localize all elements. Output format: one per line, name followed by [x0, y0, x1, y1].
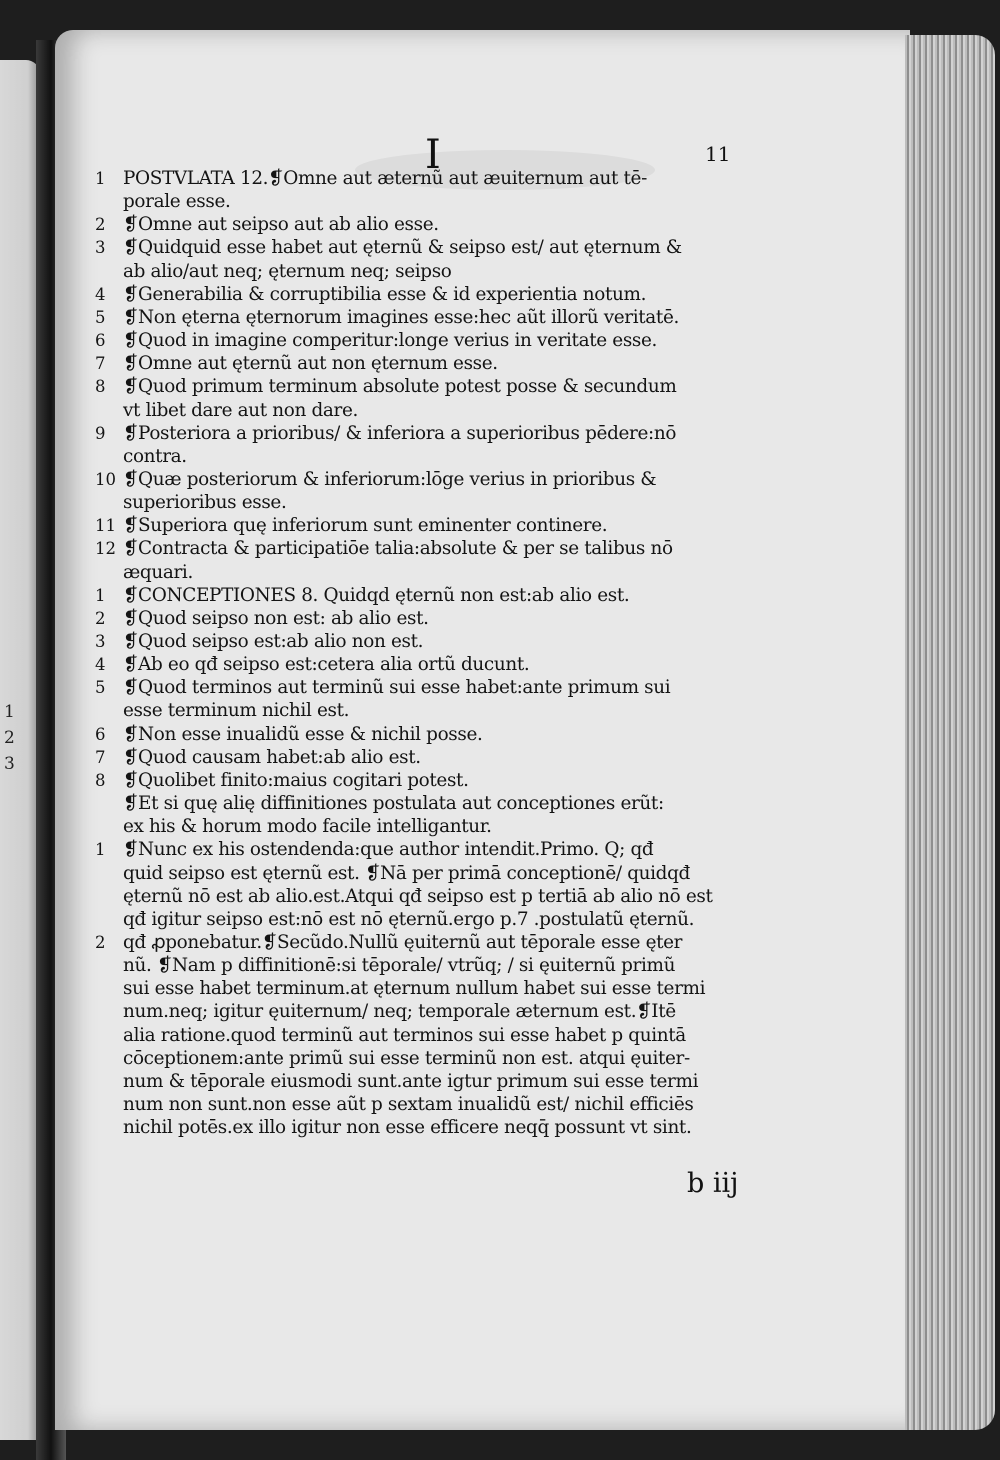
- text-line: POSTVLATA 12.❡Omne aut æternũ aut æuiternum aut tē-: [123, 168, 647, 189]
- text-line: num non sunt.non esse aũt p sextam inualidũ est/ nichil efficiēs: [123, 1094, 694, 1115]
- margin-number: 2: [95, 932, 106, 952]
- margin-number: 2: [95, 608, 106, 628]
- left-page-number: 1: [4, 702, 15, 722]
- text-line: quid seipso est ęternũ est. ❡Nā per primā conceptionē/ quidqđ: [123, 862, 690, 884]
- left-page-edge: [0, 60, 40, 1440]
- text-line: num & tēporale eiusmodi sunt.ante igtur primum sui esse termi: [123, 1070, 699, 1092]
- text-line: ❡Quod in imagine comperitur:longe verius in veritate esse.: [123, 330, 658, 352]
- margin-number: 3: [95, 632, 106, 651]
- text-line: vt libet dare aut non dare.: [123, 399, 358, 421]
- text-line: contra.: [123, 445, 187, 467]
- margin-number: 1: [95, 169, 106, 188]
- margin-number: 4: [95, 655, 106, 675]
- text-line: alia ratione.quod terminũ aut terminos sui esse habet p quintā: [123, 1024, 686, 1046]
- text-line: ❡Posteriora a prioribus/ & inferiora a superioribus pēdere:nō: [123, 422, 677, 444]
- text-line: ❡Contracta & participatiōe talia:absolute & per se talibus nō: [123, 538, 673, 560]
- text-line: porale esse.: [123, 191, 231, 213]
- folio-number: 11: [705, 142, 731, 166]
- text-line: ❡Generabilia & corruptibilia esse & id experientia notum.: [123, 283, 647, 305]
- left-page-number: 2: [4, 728, 15, 748]
- margin-number: 12: [95, 539, 116, 559]
- text-line: sui esse habet terminum.at ęternum nullum habet sui esse termi: [123, 978, 706, 1000]
- text-line: ❡Non esse inualidũ esse & nichil posse.: [123, 723, 483, 745]
- margin-number: 4: [95, 284, 106, 304]
- margin-number: 1: [95, 840, 106, 860]
- text-line: esse terminum nichil est.: [123, 700, 350, 722]
- text-line: ❡Quod primum terminum absolute potest posse & secundum: [123, 376, 677, 398]
- text-line: ❡Quolibet finito:maius cogitari potest.: [123, 769, 469, 791]
- text-line: ❡Superiora quę inferiorum sunt eminenter continere.: [123, 515, 608, 537]
- signature-mark: b iij: [687, 1168, 739, 1199]
- text-line: ❡Omne aut seipso aut ab alio esse.: [123, 214, 439, 236]
- text-line: num.neq; igitur ęuiternum/ neq; temporale æternum est.❡Itē: [123, 1001, 676, 1023]
- margin-number: 5: [95, 678, 106, 698]
- text-line: qđ ꝓponebatur.❡Secũdo.Nullũ ęuiternũ aut tēporale esse ęter: [123, 931, 683, 953]
- margin-number: 10: [95, 469, 116, 489]
- text-line: ❡CONCEPTIONES 8. Quidqd ęternũ non est:ab alio est.: [123, 584, 630, 606]
- margin-number: 6: [95, 331, 106, 351]
- text-line: ęternũ nō est ab alio.est.Atqui qđ seipso est p tertiā ab alio nō est: [123, 885, 713, 907]
- text-line: ❡Nunc ex his ostendenda:que author intendit.Primo. Q; qđ: [123, 839, 654, 861]
- margin-number: 7: [95, 747, 106, 767]
- text-line: ❡Ab eo qđ seipso est:cetera alia ortũ ducunt.: [123, 654, 530, 676]
- text-line: ❡Et si quę alię diffinitiones postulata aut conceptiones erũt:: [123, 793, 664, 815]
- text-line: ab alio/aut neq; ęternum neq; seipso: [123, 260, 452, 282]
- text-line: nũ. ❡Nam p diffinitionē:si tēporale/ vtrũq; / si ęuiternũ primũ: [123, 955, 676, 977]
- margin-number: 1: [95, 585, 106, 605]
- text-line: ❡Quod causam habet:ab alio est.: [123, 746, 421, 768]
- text-line: ❡Quod seipso est:ab alio non est.: [123, 631, 424, 652]
- margin-number: 11: [95, 516, 116, 536]
- text-line: ex his & horum modo facile intelligantur.: [123, 816, 492, 838]
- margin-number: 5: [95, 307, 106, 327]
- margin-number: 8: [95, 770, 106, 790]
- text-line: æquari.: [123, 561, 193, 583]
- text-line: ❡Quidquid esse habet aut ęternũ & seipso est/ aut ęternum &: [123, 237, 682, 259]
- margin-number: 6: [95, 724, 106, 744]
- page-edges: [905, 35, 995, 1430]
- margin-number: 7: [95, 354, 106, 374]
- text-line: ❡Quæ posteriorum & inferiorum:lōge verius in prioribus &: [123, 468, 657, 490]
- left-page-number: 3: [4, 754, 15, 774]
- margin-number: 9: [95, 423, 106, 443]
- text-line: qđ igitur seipso est:nō est nō ęternũ.ergo p.7 .postulatũ ęternũ.: [123, 908, 695, 930]
- text-line: cōceptionem:ante primũ sui esse terminũ non est. atqui ęuiter-: [123, 1047, 690, 1069]
- margin-number: 2: [95, 215, 106, 235]
- text-line: ❡Omne aut ęternũ aut non ęternum esse.: [123, 353, 498, 375]
- text-line: ❡Quod seipso non est: ab alio est.: [123, 607, 429, 629]
- text-line: ❡Non ęterna ęternorum imagines esse:hec aũt illorũ veritatē.: [123, 306, 679, 328]
- text-line: nichil potēs.ex illo igitur non esse efficere neqq̄ possunt vt sint.: [123, 1117, 692, 1139]
- text-line: superioribus esse.: [123, 492, 287, 514]
- margin-number: 3: [95, 238, 106, 258]
- margin-number: 8: [95, 377, 106, 397]
- text-line: ❡Quod terminos aut terminũ sui esse habet:ante primum sui: [123, 677, 671, 699]
- running-head: I: [425, 132, 441, 178]
